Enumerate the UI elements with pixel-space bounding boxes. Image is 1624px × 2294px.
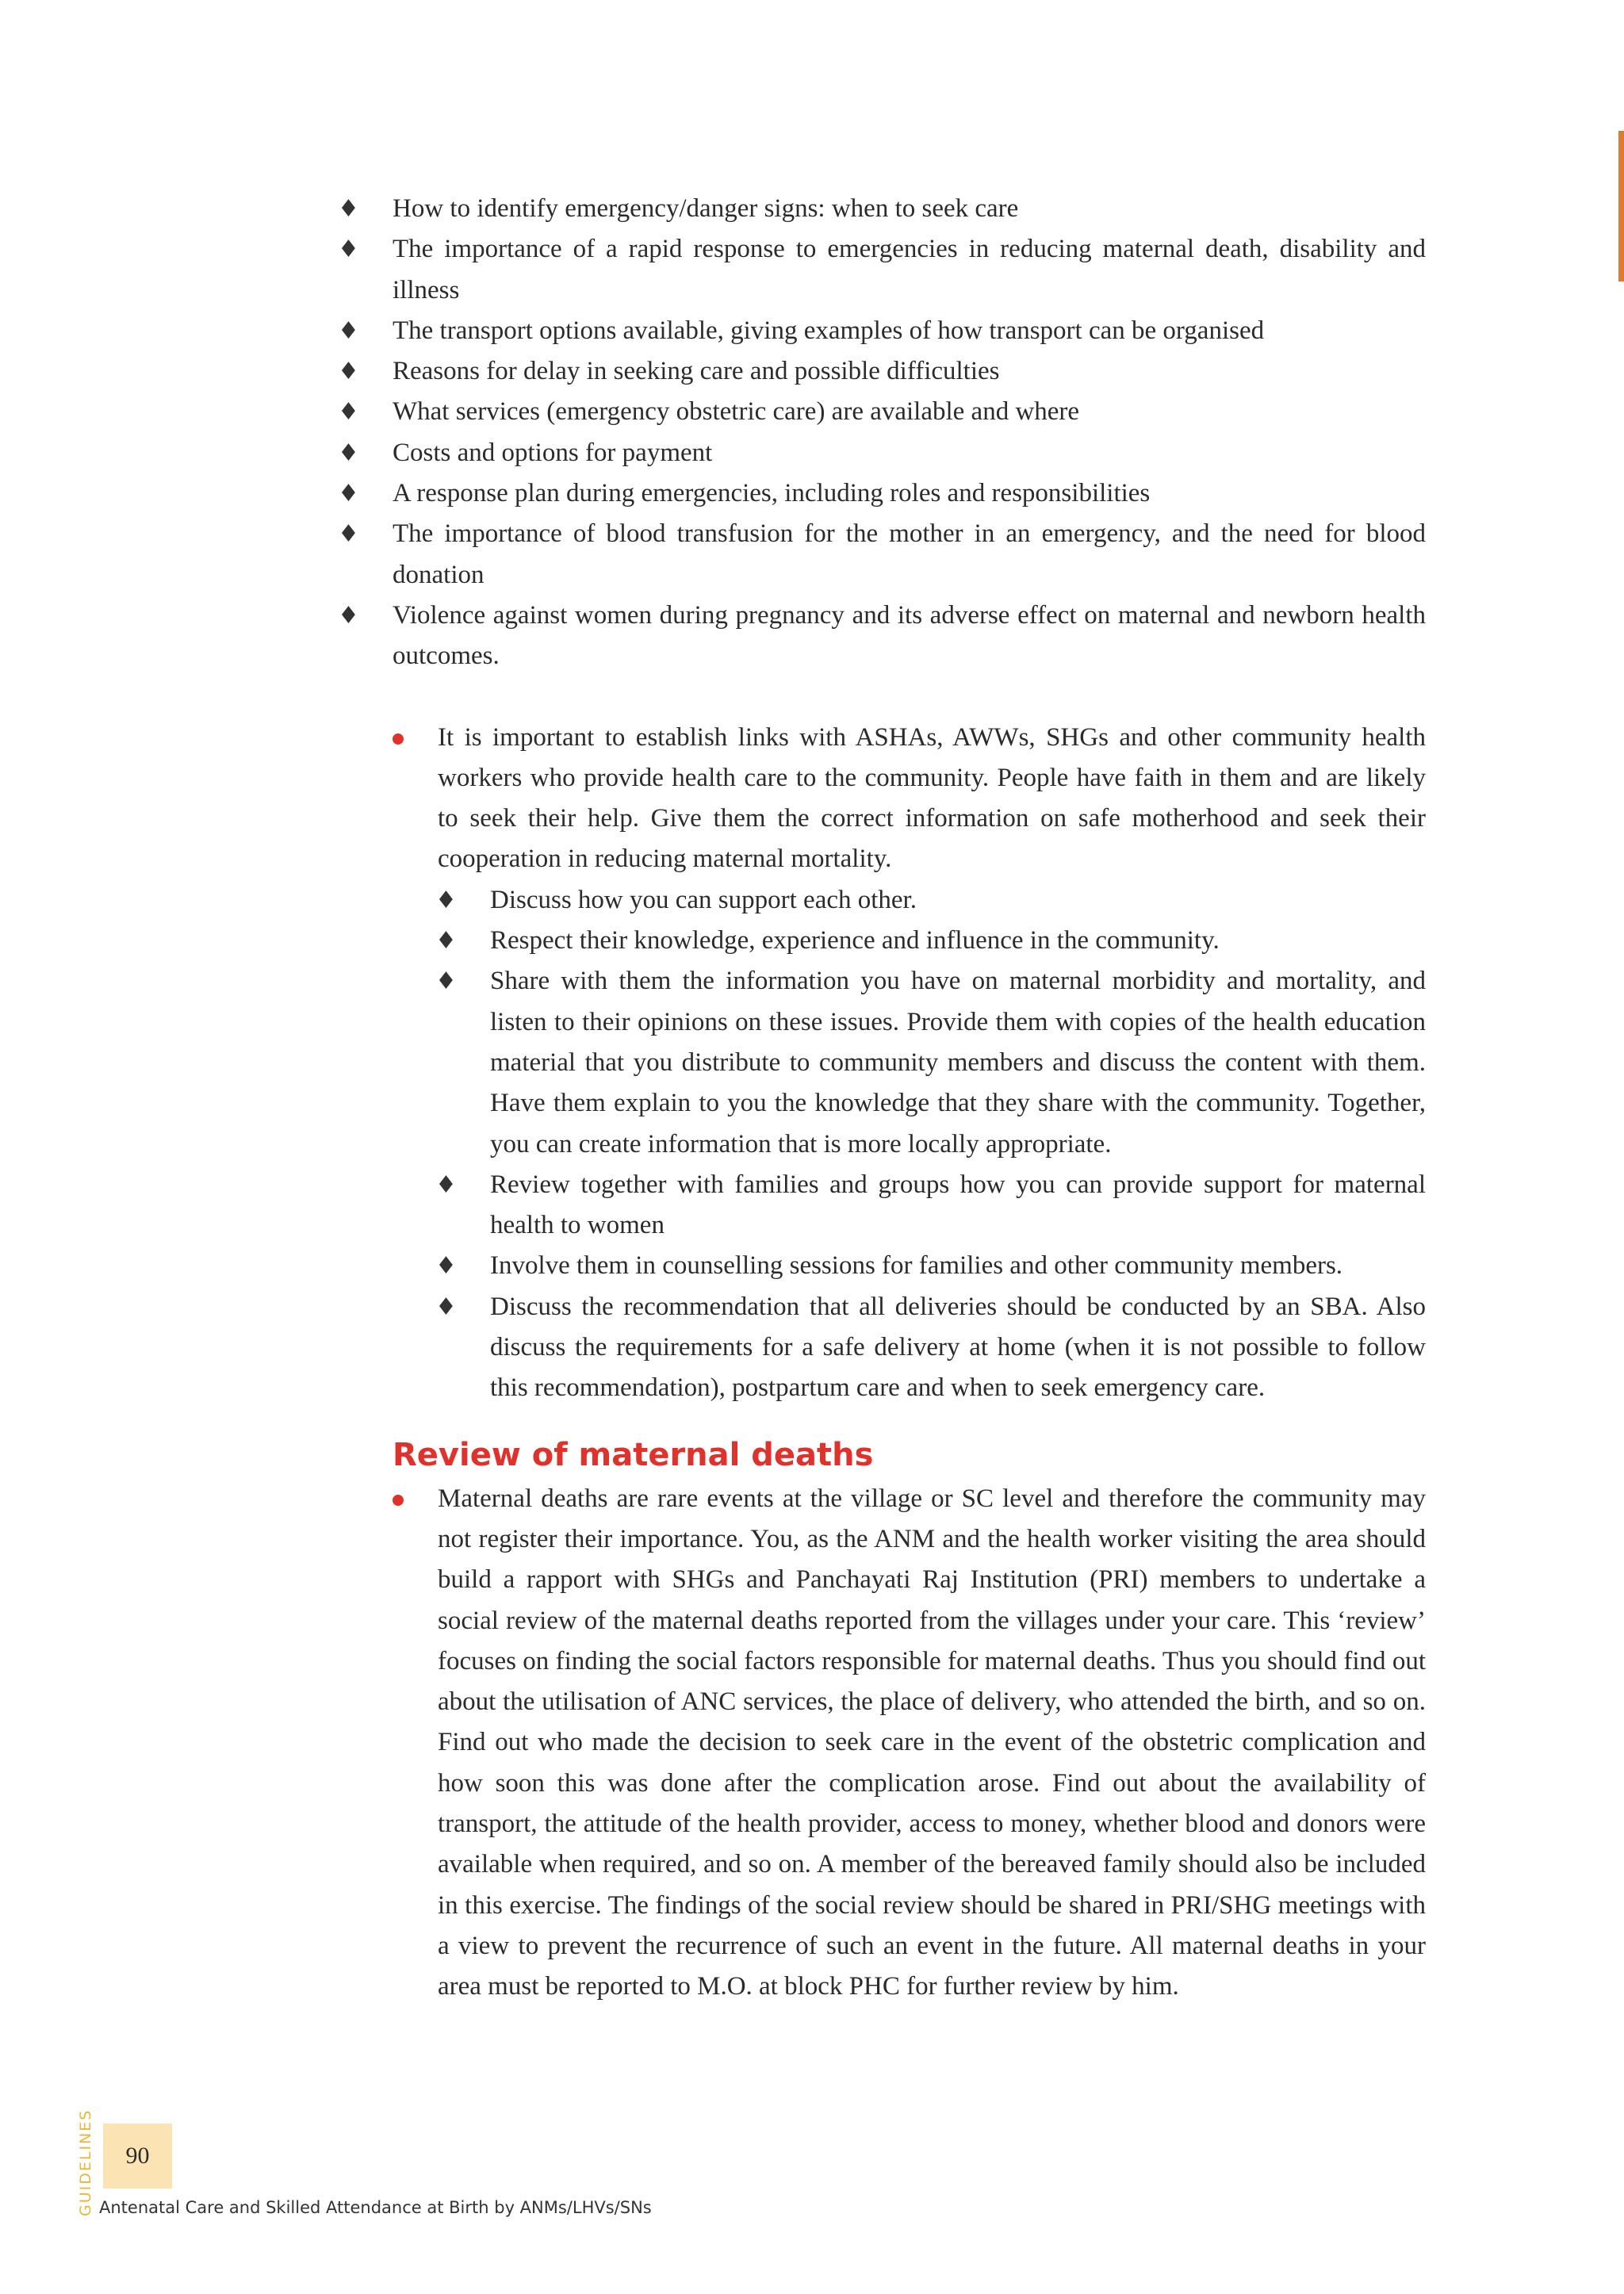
list-item: ♦ What services (emergency obstetric care) are available and where	[393, 392, 1426, 432]
section-heading: Review of maternal deaths	[393, 1436, 874, 1473]
list-item: ♦ Respect their knowledge, experience and influence in the community.	[490, 921, 1426, 961]
community-links-text: It is important to establish links with ASHAs, AWWs, SHGs and other community health workers who provide health care to the community. People have faith in them and are likely to seek their help. Give them the correct information on safe motherhood and seek their cooperation in reducing maternal mortality.	[438, 722, 1426, 874]
community-links-sub-list	[438, 880, 1426, 1409]
page-content	[393, 189, 1426, 2007]
list-item: ♦ Share with them the information you have on maternal morbidity and mortality, and listen to their opinions on these issues. Provide them with copies of the health education material that you distribute to community members and discuss the content with them. Have them explain to you the knowledge that they share with the community. Together, you can create information that is more locally appropriate.	[490, 961, 1426, 1164]
list-item: ♦ The importance of a rapid response to emergencies in reducing maternal death, disability and illness	[393, 229, 1426, 311]
list-item: ♦ Discuss the recommendation that all deliveries should be conducted by an SBA. Also discuss the requirements for a safe delivery at home (when it is not possible to follow this recommendation), postpartum care and when to seek emergency care.	[490, 1287, 1426, 1409]
list-item: ♦ Review together with families and groups how you can provide support for maternal health to women	[490, 1165, 1426, 1247]
list-item: ♦ Involve them in counselling sessions for families and other community members.	[490, 1246, 1426, 1286]
footer-book-title: Antenatal Care and Skilled Attendance at Birth by ANMs/LHVs/SNs	[99, 2198, 652, 2217]
list-item: ♦ How to identify emergency/danger signs: when to seek care	[393, 189, 1426, 229]
list-item: ♦ The transport options available, giving examples of how transport can be organised	[393, 311, 1426, 351]
community-links-list	[393, 718, 1426, 1409]
list-item: ♦ Discuss how you can support each other.	[490, 880, 1426, 921]
list-item: ♦ Violence against women during pregnancy and its adverse effect on maternal and newborn health outcomes.	[393, 596, 1426, 677]
list-item: ♦ Reasons for delay in seeking care and possible difficulties	[393, 351, 1426, 392]
chapter-edge-marker	[1618, 131, 1624, 281]
review-paragraph: Maternal deaths are rare events at the village or SC level and therefore the community may not register their importance. You, as the ANM and the health worker visiting the area should build a rapport with SHGs and Panchayati Raj Institution (PRI) members to undertake a social review of the maternal deaths reported from the villages under your care. This ‘review’ focuses on finding the social factors responsible for maternal deaths. Thus you should find out about the utilisation of ANC services, the place of delivery, who attended the birth, and so on. Find out who made the decision to seek care in the event of the obstetric complication and how soon this was done after the complication arose. Find out about the availability of transport, the attitude of the health provider, access to money, whether blood and donors were available when required, and so on. A member of the bereaved family should also be included in this exercise. The findings of the social review should be shared in PRI/SHG meetings with a view to prevent the recurrence of such an event in the future. All maternal deaths in your area must be reported to M.O. at block PHC for further review by him.	[393, 1479, 1426, 2008]
page-number: 90	[103, 2124, 172, 2189]
community-links-item	[393, 718, 1426, 1409]
review-list	[393, 1479, 1426, 2008]
list-item: ♦ Costs and options for payment	[393, 433, 1426, 473]
list-item: ♦ The importance of blood transfusion for the mother in an emergency, and the need for blood donation	[393, 514, 1426, 596]
footer-section-label: GUIDELINES	[77, 2108, 94, 2216]
intro-bullet-list	[393, 189, 1426, 677]
list-item: ♦ A response plan during emergencies, including roles and responsibilities	[393, 473, 1426, 514]
